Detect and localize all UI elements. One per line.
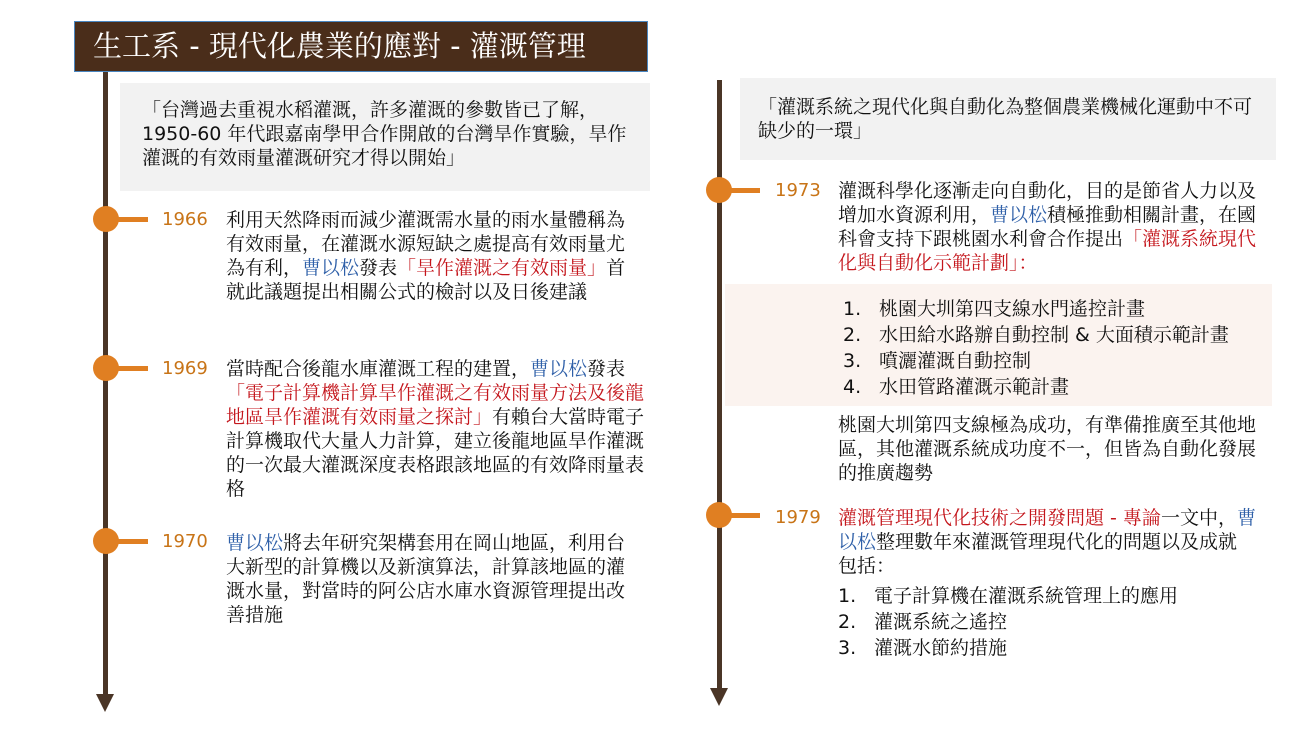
list-number: 2. bbox=[838, 611, 857, 633]
timeline-marker-1973 bbox=[706, 177, 732, 203]
year-1966: 1966 bbox=[162, 209, 208, 230]
entry-text: 積極推動相關計畫，在國科會支持下跟桃園水利會合作提出 bbox=[838, 204, 1257, 250]
person-name: 曹以松 bbox=[838, 507, 1256, 553]
list-text: 灌溉水節約措施 bbox=[874, 637, 1008, 659]
page-title: 生工系 - 現代化農業的應對 - 灌溉管理 bbox=[74, 21, 648, 72]
timeline-connector-1966 bbox=[116, 217, 148, 222]
entry-text: 將去年研究架構套用在岡山地區，利用台大新型的計算機以及新演算法，計算該地區的灌溉水量，對當時的阿公店水庫水資源管理提出改善措施 bbox=[226, 532, 626, 626]
entry-1970 bbox=[226, 531, 640, 627]
entry-text: 首就此議題提出相關公式的檢討以及日後建議 bbox=[226, 257, 626, 303]
list-item bbox=[843, 348, 1229, 374]
entry-text: 發表 bbox=[587, 358, 626, 380]
paper-title: 「電子計算機計算旱作灌溉之有效雨量方法及後龍地區旱作灌溉有效雨量之探討」 bbox=[226, 382, 645, 428]
list-text: 電子計算機在灌溉系統管理上的應用 bbox=[874, 585, 1179, 607]
list-text: 噴灑灌溉自動控制 bbox=[879, 350, 1032, 372]
list-item bbox=[838, 635, 1178, 661]
entry-text: 一文中， bbox=[1160, 507, 1237, 529]
person-name: 曹以松 bbox=[990, 204, 1048, 226]
timeline-connector-1979 bbox=[730, 513, 760, 518]
year-1979: 1979 bbox=[775, 507, 821, 528]
person-name: 曹以松 bbox=[302, 257, 360, 279]
entry-1973-result: 桃園大圳第四支線極為成功，有準備推廣至其他地區，其他灌溉系統成功度不一，但皆為自動化發展的推廣趨勢 bbox=[838, 414, 1257, 484]
year-1970: 1970 bbox=[162, 531, 208, 552]
entry-text: 發表 bbox=[359, 257, 398, 279]
person-name: 曹以松 bbox=[530, 358, 588, 380]
left-quote: 「台灣過去重視水稻灌溉，許多灌溉的參數皆已了解， 1950-60 年代跟嘉南學甲合作開啟的台灣旱作實驗，旱作灌溉的有效雨量灌溉研究才得以開始」 bbox=[120, 83, 650, 191]
left-timeline-arrow bbox=[96, 694, 114, 712]
entry-text: 灌溉科學化逐漸走向自動化，目的是節省人力以及增加水資源利用， bbox=[838, 180, 1257, 226]
list-text: 桃園大圳第四支線水門遙控計畫 bbox=[879, 298, 1146, 320]
project-list-1973 bbox=[843, 296, 1229, 400]
achievement-list-1979 bbox=[838, 583, 1178, 661]
timeline-connector-1973 bbox=[730, 188, 760, 193]
entry-1979 bbox=[838, 506, 1256, 578]
list-text: 灌溉系統之遙控 bbox=[874, 611, 1008, 633]
right-quote: 「灌溉系統之現代化與自動化為整個農業機械化運動中不可缺少的一環」 bbox=[740, 78, 1276, 160]
list-number: 3. bbox=[838, 637, 857, 659]
year-1969: 1969 bbox=[162, 358, 208, 379]
timeline-marker-1979 bbox=[706, 502, 732, 528]
left-timeline-axis bbox=[103, 72, 108, 694]
person-name: 曹以松 bbox=[226, 532, 284, 554]
list-item bbox=[843, 296, 1229, 322]
entry-text: 當時配合後龍水庫灌溉工程的建置， bbox=[226, 358, 531, 380]
entry-1969 bbox=[226, 357, 656, 501]
list-number: 3. bbox=[843, 350, 862, 372]
list-text: 水田給水路辦自動控制 & 大面積示範計畫 bbox=[879, 324, 1229, 346]
list-number: 1. bbox=[843, 298, 862, 320]
list-number: 1. bbox=[838, 585, 857, 607]
list-item bbox=[838, 583, 1178, 609]
timeline-connector-1969 bbox=[116, 366, 148, 371]
list-number: 4. bbox=[843, 376, 862, 398]
year-1973: 1973 bbox=[775, 180, 821, 201]
list-item bbox=[838, 609, 1178, 635]
program-title: 「灌溉系統現代化與自動化示範計劃」： bbox=[838, 228, 1257, 274]
timeline-connector-1970 bbox=[116, 539, 148, 544]
paper-title: 灌溉管理現代化技術之開發問題 - 專論 bbox=[838, 507, 1161, 529]
entry-text: 整理數年來灌溉管理現代化的問題以及成就包括： bbox=[838, 531, 1238, 577]
right-timeline-arrow bbox=[710, 688, 728, 706]
list-item bbox=[843, 322, 1229, 348]
right-timeline-axis bbox=[717, 80, 722, 688]
entry-1973 bbox=[838, 179, 1268, 275]
list-item bbox=[843, 374, 1229, 400]
entry-text: 利用天然降雨而減少灌溉需水量的雨水量體稱為有效雨量，在灌溉水源短缺之處提高有效雨量尤為有利， bbox=[226, 209, 626, 279]
list-text: 水田管路灌溉示範計畫 bbox=[879, 376, 1070, 398]
paper-title: 「旱作灌溉之有效雨量」 bbox=[397, 257, 607, 279]
list-number: 2. bbox=[843, 324, 862, 346]
entry-1966 bbox=[226, 208, 640, 304]
entry-text: 有賴台大當時電子計算機取代大量人力計算，建立後龍地區旱作灌溉的一次最大灌溉深度表格跟該地區的有效降雨量表格 bbox=[226, 406, 645, 500]
